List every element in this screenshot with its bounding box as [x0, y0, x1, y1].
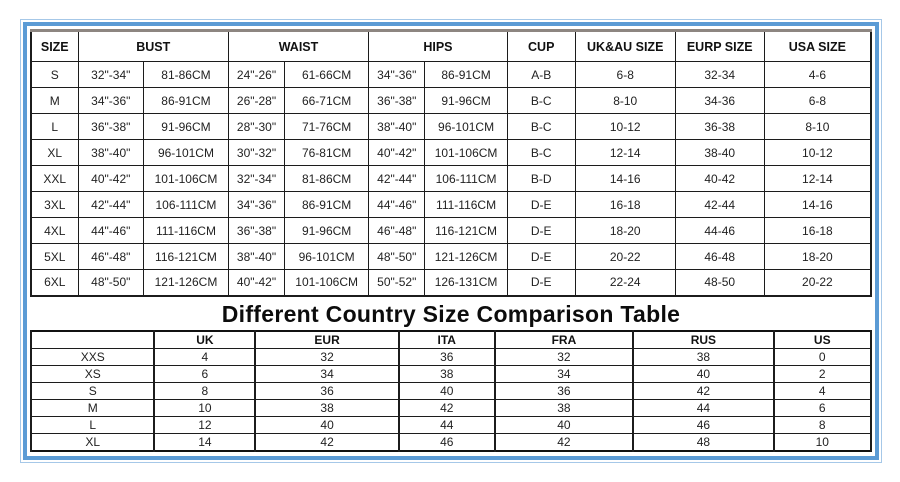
cell-uk: 12 [154, 417, 255, 434]
comparison-row [31, 366, 871, 383]
cell-us: 6 [774, 400, 872, 417]
cell-hips-inches: 34"-36" [369, 62, 425, 88]
cell-bust-cm: 101-106CM [144, 166, 229, 192]
cell-waist-inches: 34"-36" [228, 192, 284, 218]
cell-rus: 38 [633, 349, 773, 366]
cell-eur: 34 [255, 366, 399, 383]
cell-hips-cm: 111-116CM [425, 192, 507, 218]
comparison-row [31, 417, 871, 434]
cell-waist-cm: 101-106CM [285, 270, 369, 296]
comparison-row [31, 434, 871, 451]
cell-us: 2 [774, 366, 872, 383]
cell-uk-au-size: 6-8 [575, 62, 675, 88]
cell-usa-size: 12-14 [764, 166, 871, 192]
cell-eurp-size: 44-46 [675, 218, 764, 244]
cell-size-label: XL [31, 434, 154, 451]
cell-size-label: M [31, 400, 154, 417]
cell-hips-cm: 101-106CM [425, 140, 507, 166]
header-uk: UK [154, 331, 255, 349]
cell-usa-size: 14-16 [764, 192, 871, 218]
cell-us: 8 [774, 417, 872, 434]
size-chart-row [31, 140, 871, 166]
cell-size-label: XXS [31, 349, 154, 366]
size-chart-row [31, 114, 871, 140]
header-us: US [774, 331, 872, 349]
cell-eurp-size: 34-36 [675, 88, 764, 114]
size-chart-row [31, 218, 871, 244]
cell-size: 5XL [31, 244, 78, 270]
comparison-header-row [31, 331, 871, 349]
size-chart-table [30, 29, 872, 297]
cell-hips-cm: 121-126CM [425, 244, 507, 270]
cell-waist-cm: 81-86CM [285, 166, 369, 192]
cell-fra: 32 [495, 349, 634, 366]
cell-waist-cm: 71-76CM [285, 114, 369, 140]
cell-hips-inches: 40"-42" [369, 140, 425, 166]
cell-rus: 46 [633, 417, 773, 434]
cell-bust-cm: 86-91CM [144, 88, 229, 114]
header-size: SIZE [31, 31, 78, 62]
cell-uk-au-size: 14-16 [575, 166, 675, 192]
cell-eur: 36 [255, 383, 399, 400]
size-chart-header-row [31, 31, 871, 62]
cell-hips-inches: 36"-38" [369, 88, 425, 114]
cell-bust-cm: 121-126CM [144, 270, 229, 296]
size-chart-row [31, 88, 871, 114]
cell-fra: 42 [495, 434, 634, 451]
comparison-table [30, 330, 872, 452]
cell-ita: 40 [399, 383, 495, 400]
header-cup: CUP [507, 31, 575, 62]
cell-usa-size: 4-6 [764, 62, 871, 88]
cell-eur: 32 [255, 349, 399, 366]
cell-ita: 38 [399, 366, 495, 383]
cell-uk-au-size: 12-14 [575, 140, 675, 166]
cell-usa-size: 10-12 [764, 140, 871, 166]
cell-waist-inches: 32"-34" [228, 166, 284, 192]
cell-size: L [31, 114, 78, 140]
cell-bust-cm: 91-96CM [144, 114, 229, 140]
cell-bust-inches: 48"-50" [78, 270, 144, 296]
size-chart-inner-frame [23, 22, 879, 460]
cell-uk: 6 [154, 366, 255, 383]
cell-eurp-size: 48-50 [675, 270, 764, 296]
size-chart-row [31, 166, 871, 192]
cell-waist-cm: 66-71CM [285, 88, 369, 114]
cell-size: M [31, 88, 78, 114]
cell-usa-size: 18-20 [764, 244, 871, 270]
cell-hips-inches: 46"-48" [369, 218, 425, 244]
cell-us: 4 [774, 383, 872, 400]
header-eur: EUR [255, 331, 399, 349]
cell-cup: D-E [507, 218, 575, 244]
cell-size: S [31, 62, 78, 88]
cell-bust-inches: 42"-44" [78, 192, 144, 218]
cell-waist-inches: 38"-40" [228, 244, 284, 270]
header-ita: ITA [399, 331, 495, 349]
cell-cup: A-B [507, 62, 575, 88]
cell-ita: 36 [399, 349, 495, 366]
cell-hips-cm: 106-111CM [425, 166, 507, 192]
comparison-row [31, 349, 871, 366]
size-chart-row [31, 244, 871, 270]
cell-hips-inches: 44"-46" [369, 192, 425, 218]
cell-uk: 14 [154, 434, 255, 451]
cell-eurp-size: 32-34 [675, 62, 764, 88]
cell-fra: 34 [495, 366, 634, 383]
size-chart-frame [20, 19, 882, 463]
cell-bust-cm: 96-101CM [144, 140, 229, 166]
cell-rus: 48 [633, 434, 773, 451]
cell-bust-inches: 38"-40" [78, 140, 144, 166]
cell-waist-cm: 96-101CM [285, 244, 369, 270]
cell-hips-inches: 42"-44" [369, 166, 425, 192]
cell-uk: 4 [154, 349, 255, 366]
cell-cup: D-E [507, 192, 575, 218]
header-eurp-size: EURP SIZE [675, 31, 764, 62]
cell-bust-cm: 106-111CM [144, 192, 229, 218]
header-fra: FRA [495, 331, 634, 349]
comparison-row [31, 383, 871, 400]
cell-waist-cm: 61-66CM [285, 62, 369, 88]
header-uk-au-size: UK&AU SIZE [575, 31, 675, 62]
cell-waist-inches: 36"-38" [228, 218, 284, 244]
cell-ita: 42 [399, 400, 495, 417]
cell-usa-size: 16-18 [764, 218, 871, 244]
cell-rus: 42 [633, 383, 773, 400]
comparison-row [31, 400, 871, 417]
cell-uk-au-size: 10-12 [575, 114, 675, 140]
cell-waist-cm: 86-91CM [285, 192, 369, 218]
cell-ita: 46 [399, 434, 495, 451]
cell-bust-inches: 34"-36" [78, 88, 144, 114]
cell-rus: 40 [633, 366, 773, 383]
header-usa-size: USA SIZE [764, 31, 871, 62]
cell-rus: 44 [633, 400, 773, 417]
size-chart-row [31, 270, 871, 296]
cell-bust-inches: 44"-46" [78, 218, 144, 244]
cell-bust-cm: 111-116CM [144, 218, 229, 244]
cell-bust-inches: 40"-42" [78, 166, 144, 192]
cell-cup: B-C [507, 140, 575, 166]
cell-size: 4XL [31, 218, 78, 244]
cell-hips-inches: 50"-52" [369, 270, 425, 296]
cell-eur: 42 [255, 434, 399, 451]
cell-size: 6XL [31, 270, 78, 296]
header-bust: BUST [78, 31, 228, 62]
size-chart-row [31, 192, 871, 218]
cell-waist-inches: 40"-42" [228, 270, 284, 296]
cell-us: 10 [774, 434, 872, 451]
cell-fra: 38 [495, 400, 634, 417]
header-rus: RUS [633, 331, 773, 349]
cell-size: 3XL [31, 192, 78, 218]
cell-eurp-size: 36-38 [675, 114, 764, 140]
header-hips: HIPS [369, 31, 508, 62]
cell-cup: B-C [507, 88, 575, 114]
header-blank [31, 331, 154, 349]
cell-size-label: L [31, 417, 154, 434]
size-chart-row [31, 62, 871, 88]
cell-eurp-size: 40-42 [675, 166, 764, 192]
cell-hips-cm: 96-101CM [425, 114, 507, 140]
comparison-title: Different Country Size Comparison Table [221, 300, 681, 327]
cell-usa-size: 20-22 [764, 270, 871, 296]
cell-cup: D-E [507, 244, 575, 270]
cell-cup: D-E [507, 270, 575, 296]
cell-us: 0 [774, 349, 872, 366]
cell-waist-cm: 91-96CM [285, 218, 369, 244]
cell-waist-inches: 26"-28" [228, 88, 284, 114]
cell-uk-au-size: 16-18 [575, 192, 675, 218]
cell-waist-inches: 30"-32" [228, 140, 284, 166]
cell-fra: 40 [495, 417, 634, 434]
cell-uk-au-size: 8-10 [575, 88, 675, 114]
cell-cup: B-D [507, 166, 575, 192]
cell-size-label: XS [31, 366, 154, 383]
cell-size: XL [31, 140, 78, 166]
cell-uk-au-size: 22-24 [575, 270, 675, 296]
cell-eurp-size: 42-44 [675, 192, 764, 218]
cell-waist-cm: 76-81CM [285, 140, 369, 166]
cell-eur: 40 [255, 417, 399, 434]
cell-waist-inches: 28"-30" [228, 114, 284, 140]
cell-hips-cm: 91-96CM [425, 88, 507, 114]
cell-ita: 44 [399, 417, 495, 434]
cell-uk: 10 [154, 400, 255, 417]
cell-eurp-size: 46-48 [675, 244, 764, 270]
cell-bust-inches: 32"-34" [78, 62, 144, 88]
cell-hips-cm: 116-121CM [425, 218, 507, 244]
header-waist: WAIST [228, 31, 368, 62]
cell-hips-inches: 48"-50" [369, 244, 425, 270]
cell-uk-au-size: 18-20 [575, 218, 675, 244]
cell-bust-cm: 116-121CM [144, 244, 229, 270]
cell-hips-inches: 38"-40" [369, 114, 425, 140]
cell-eurp-size: 38-40 [675, 140, 764, 166]
cell-eur: 38 [255, 400, 399, 417]
cell-size-label: S [31, 383, 154, 400]
cell-fra: 36 [495, 383, 634, 400]
cell-uk-au-size: 20-22 [575, 244, 675, 270]
cell-uk: 8 [154, 383, 255, 400]
cell-usa-size: 6-8 [764, 88, 871, 114]
cell-usa-size: 8-10 [764, 114, 871, 140]
cell-cup: B-C [507, 114, 575, 140]
cell-waist-inches: 24"-26" [228, 62, 284, 88]
cell-bust-cm: 81-86CM [144, 62, 229, 88]
cell-size: XXL [31, 166, 78, 192]
cell-bust-inches: 46"-48" [78, 244, 144, 270]
cell-hips-cm: 86-91CM [425, 62, 507, 88]
cell-bust-inches: 36"-38" [78, 114, 144, 140]
cell-hips-cm: 126-131CM [425, 270, 507, 296]
